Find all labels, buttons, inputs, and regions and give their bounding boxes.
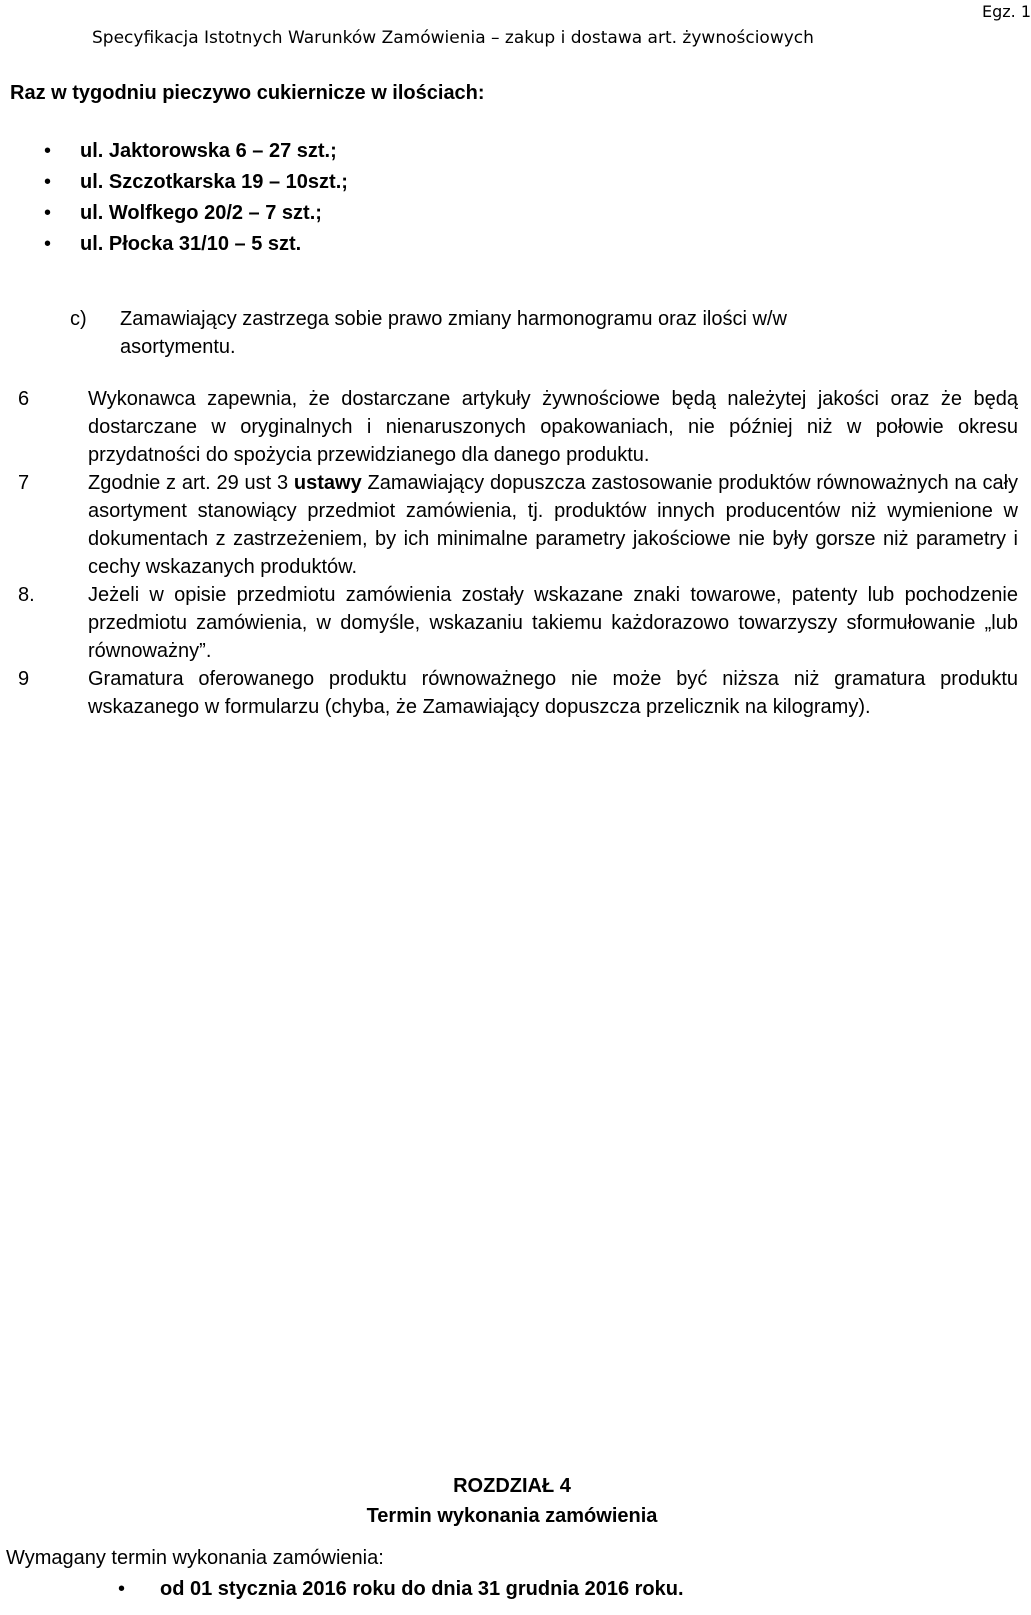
intro-heading: Raz w tygodniu pieczywo cukiernicze w ilościach: <box>10 82 485 104</box>
item-text: Jeżeli w opisie przedmiotu zamówienia zostały wskazane znaki towarowe, patenty lub pochodzenie przedmiotu zamówienia, w domyśle, wskazaniu takiemu każdorazowo towarzyszy sformułowanie „lub równoważny”. <box>88 584 1018 662</box>
chapter-title: Termin wykonania zamówienia <box>366 1505 658 1527</box>
list-item: • ul. Jaktorowska 6 – 27 szt.; <box>40 136 348 167</box>
deadline-value <box>118 1578 684 1601</box>
numbered-item-9 <box>18 665 1018 721</box>
document-header: Specyfikacja Istotnych Warunków Zamówienia – zakup i dostawa art. żywnościowych <box>92 28 814 48</box>
numbered-item-6 <box>18 385 1018 469</box>
list-item: • ul. Szczotkarska 19 – 10szt.; <box>40 167 348 198</box>
item-text-start: Zgodnie z art. 29 ust 3 <box>88 472 294 494</box>
chapter-number: ROZDZIAŁ 4 <box>453 1475 571 1497</box>
copy-number-label: Egz. 1 <box>982 2 1031 21</box>
list-item: • ul. Płocka 31/10 – 5 szt. <box>40 229 348 260</box>
item-text: Zamawiający zastrzega sobie prawo zmiany harmonogramu oraz ilości w/w asortymentu. <box>120 308 787 358</box>
item-text-end: Zamawiający dopuszcza zastosowanie produktów równoważnych na cały asortyment stanowiący przedmiot zamówienia, tj. produktów innych producentów niż wymienione w dokumentach z zastrzeżeniem, by ich minimalne parametry jakościowe nie były gorsze niż parametry i cechy wskazanych produktów. <box>88 472 1019 578</box>
delivery-address-list <box>40 136 348 260</box>
bullet-icon: • <box>118 1578 126 1600</box>
numbered-item-8 <box>18 581 1018 665</box>
deadline-text: od 01 stycznia 2016 roku do dnia 31 grudnia 2016 roku. <box>160 1578 684 1600</box>
list-item: • ul. Wolfkego 20/2 – 7 szt.; <box>40 198 348 229</box>
item-marker: c) <box>70 308 87 330</box>
item-c <box>70 305 900 361</box>
item-text: Gramatura oferowanego produktu równoważnego nie może być niższa niż gramatura produktu wskazanego w formularzu (chyba, że Zamawiający dopuszcza przelicznik na kilogramy). <box>88 668 1018 718</box>
numbered-list <box>18 385 1018 721</box>
item-number: 6 <box>18 388 30 410</box>
item-number: 9 <box>18 668 30 690</box>
item-number: 7 <box>18 472 30 494</box>
numbered-item-7 <box>18 469 1018 581</box>
item-text: Wykonawca zapewnia, że dostarczane artykuły żywnościowe będą należytej jakości oraz że będą dostarczane w oryginalnych i nienaruszonych opakowaniach, nie później niż w połowie okresu przydatności do spożycia przewidzianego dla danego produktu. <box>88 388 1018 466</box>
deadline-label: Wymagany termin wykonania zamówienia: <box>6 1547 384 1569</box>
item-number: 8. <box>18 584 35 606</box>
item-text-bold: ustawy <box>293 472 362 494</box>
